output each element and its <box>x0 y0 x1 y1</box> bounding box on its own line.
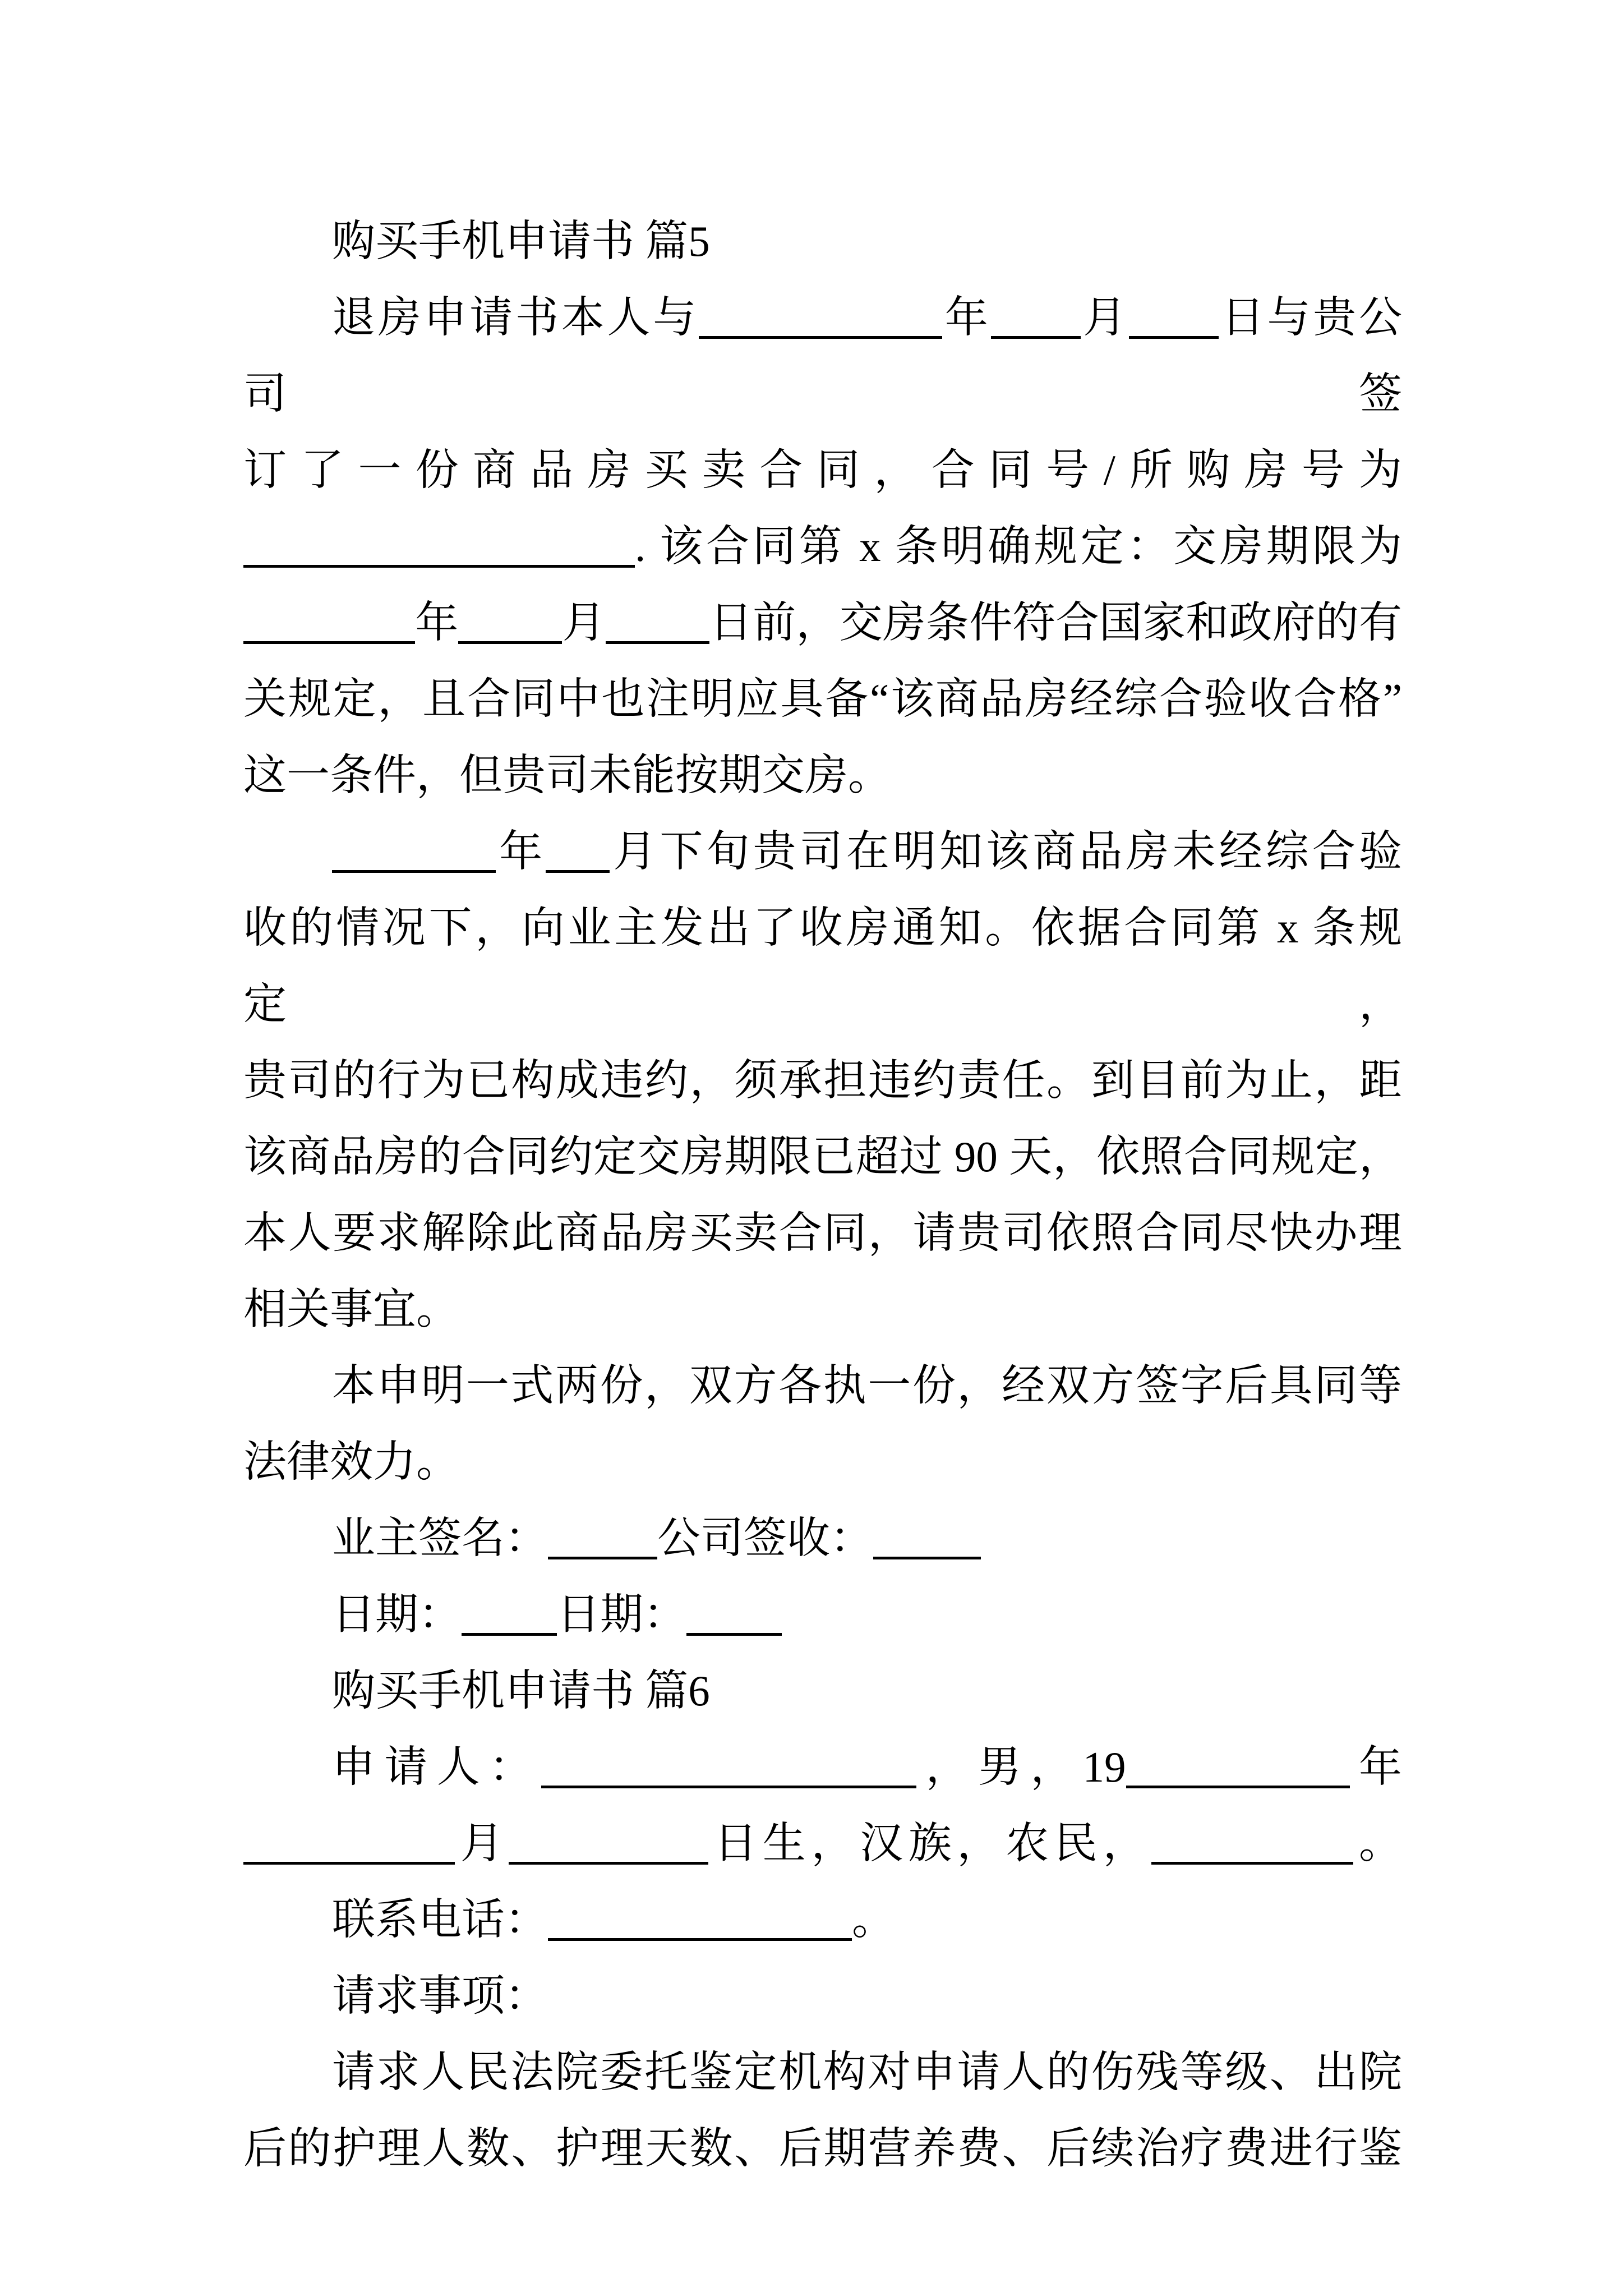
document-line <box>243 1042 1402 1119</box>
text-run: 这一条件，但贵司未能按期交房。 <box>243 751 891 799</box>
text-run: 年 <box>942 293 991 342</box>
document-line <box>243 1729 1402 1805</box>
text-run: 申请人： <box>332 1743 542 1791</box>
blank-underline <box>458 641 562 644</box>
document-line <box>243 2110 1402 2187</box>
blank-underline <box>332 870 496 873</box>
blank-underline <box>1151 1862 1353 1865</box>
document-line <box>243 203 1402 279</box>
blank-underline <box>686 1633 782 1636</box>
blank-underline <box>462 1633 557 1636</box>
blank-underline <box>546 870 610 873</box>
text-run: 年 <box>1349 1743 1403 1791</box>
text-run: ，男，19 <box>916 1743 1126 1791</box>
blank-underline <box>1126 1786 1350 1788</box>
text-run: 请求事项： <box>332 1972 548 2020</box>
blank-underline <box>699 336 942 339</box>
document-line <box>243 1271 1402 1347</box>
text-run: 关规定，且合同中也注明应具备“该商品房经综合验收合格” <box>243 675 1402 723</box>
blank-underline <box>541 1786 916 1788</box>
text-run: 购买手机申请书 篇6 <box>332 1667 710 1715</box>
text-run: 年 <box>415 599 459 647</box>
text-run: 月 <box>1080 293 1129 342</box>
blank-underline <box>243 1862 455 1865</box>
text-run: 业主签名： <box>332 1514 548 1562</box>
blank-underline <box>873 1557 981 1559</box>
text-run: 该商品房的合同约定交房期限已超过 90 天，依照合同规定， <box>243 1133 1402 1181</box>
document-line <box>243 737 1402 813</box>
text-run: 公司签收： <box>657 1514 873 1562</box>
blank-underline <box>509 1862 708 1865</box>
text-run: 贵司的行为已构成违约，须承担违约责任。到目前为止，距 <box>243 1056 1402 1105</box>
text-run: 日期： <box>557 1590 686 1639</box>
text-run: 日生，汉族，农民， <box>708 1819 1152 1867</box>
text-run: 订了一份商品房买卖合同，合同号/所购房号为 <box>243 446 1402 494</box>
document-line <box>243 1805 1402 1881</box>
text-run: 联系电话： <box>332 1895 548 1944</box>
document-line <box>243 1119 1402 1195</box>
text-run: 。 <box>852 1895 895 1944</box>
text-run: 退房申请书本人与 <box>332 293 699 342</box>
blank-underline <box>243 565 635 568</box>
text-run: 日期： <box>332 1590 462 1639</box>
document-line <box>243 2034 1402 2110</box>
document-line <box>243 890 1402 1042</box>
text-run: 日前，交房条件符合国家和政府的有 <box>709 599 1403 647</box>
document-line <box>243 1424 1402 1500</box>
document-line <box>243 279 1402 432</box>
text-run: 本人要求解除此商品房买卖合同，请贵司依照合同尽快办理 <box>243 1209 1402 1257</box>
text-run: 日与贵公司签 <box>243 293 1402 418</box>
text-run: 月下旬贵司在明知该商品房未经综合验 <box>610 827 1403 876</box>
document-line <box>243 585 1402 661</box>
document-line <box>243 1347 1402 1424</box>
text-run: . 该合同第 x 条明确规定：交房期限为 <box>635 522 1402 570</box>
blank-underline <box>991 336 1081 339</box>
document-line <box>243 1958 1402 2034</box>
text-run: 收的情况下，向业主发出了收房通知。依据合同第 x 条规定， <box>243 904 1402 1028</box>
blank-underline <box>548 1557 657 1559</box>
document-line <box>243 1653 1402 1729</box>
document-line <box>243 432 1402 508</box>
text-run: 法律效力。 <box>243 1438 459 1486</box>
text-run: 月 <box>455 1819 509 1867</box>
document-line <box>243 508 1402 585</box>
text-run: 购买手机申请书 篇5 <box>332 217 710 265</box>
document-line <box>243 813 1402 890</box>
blank-underline <box>606 641 709 644</box>
document-line <box>243 1195 1402 1271</box>
text-run: 后的护理人数、护理天数、后期营养费、后续治疗费进行鉴 <box>243 2124 1402 2173</box>
blank-underline <box>548 1938 852 1941</box>
blank-underline <box>1129 336 1219 339</box>
text-run: 请求人民法院委托鉴定机构对申请人的伤残等级、出院 <box>332 2048 1402 2096</box>
text-run: 。 <box>1353 1819 1403 1867</box>
document-body <box>243 203 1402 2187</box>
text-run: 相关事宜。 <box>243 1285 459 1333</box>
text-run: 本申明一式两份，双方各执一份，经双方签字后具同等 <box>332 1361 1402 1410</box>
document-line <box>243 1881 1402 1958</box>
text-run: 月 <box>562 599 606 647</box>
text-run: 年 <box>496 827 546 876</box>
document-line <box>243 1500 1402 1576</box>
document-line <box>243 661 1402 737</box>
blank-underline <box>243 641 415 644</box>
document-line <box>243 1576 1402 1653</box>
